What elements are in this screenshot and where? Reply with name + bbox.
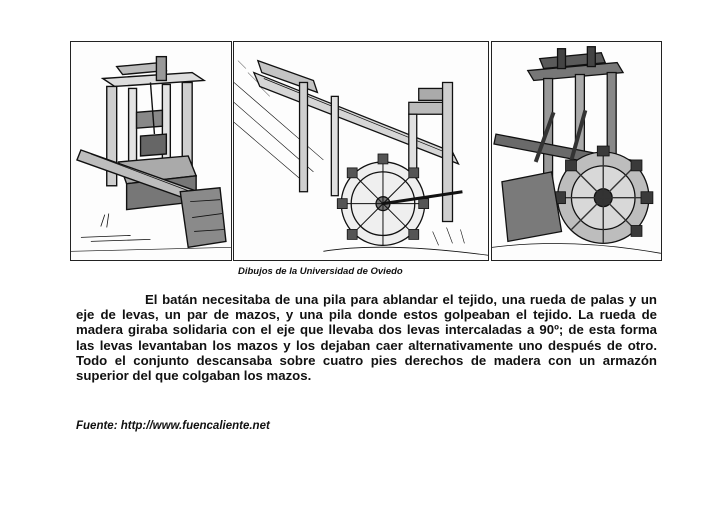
figure-strip [70, 41, 662, 261]
drawing-panel-frame [70, 41, 232, 261]
wheel-hammers-sketch-icon [492, 42, 661, 260]
water-wheel-sketch-icon [234, 42, 488, 260]
figure-caption: Dibujos de la Universidad de Oviedo [238, 266, 403, 277]
body-paragraph: El batán necesitaba de una pila para ablandar el tejido, una rueda de palas y un eje de levas, un par de mazos, y una pila donde estos golpeaban el tejido. La rueda de madera giraba solidaria con el eje que llevaba dos levas intercaladas a 90º; de esta forma las levas levantaban los mazos y los dejaban caer alternativamente uno después de otro. Todo el conjunto descansaba sobre cuatro pies derechos de madera con un armazón superior del que colgaban los mazos. [76, 292, 657, 384]
drawing-panel-hammers [491, 41, 662, 261]
drawing-panel-wheel [233, 41, 489, 261]
source-citation: Fuente: http://www.fuencaliente.net [76, 420, 270, 432]
mill-frame-sketch-icon [71, 42, 231, 260]
